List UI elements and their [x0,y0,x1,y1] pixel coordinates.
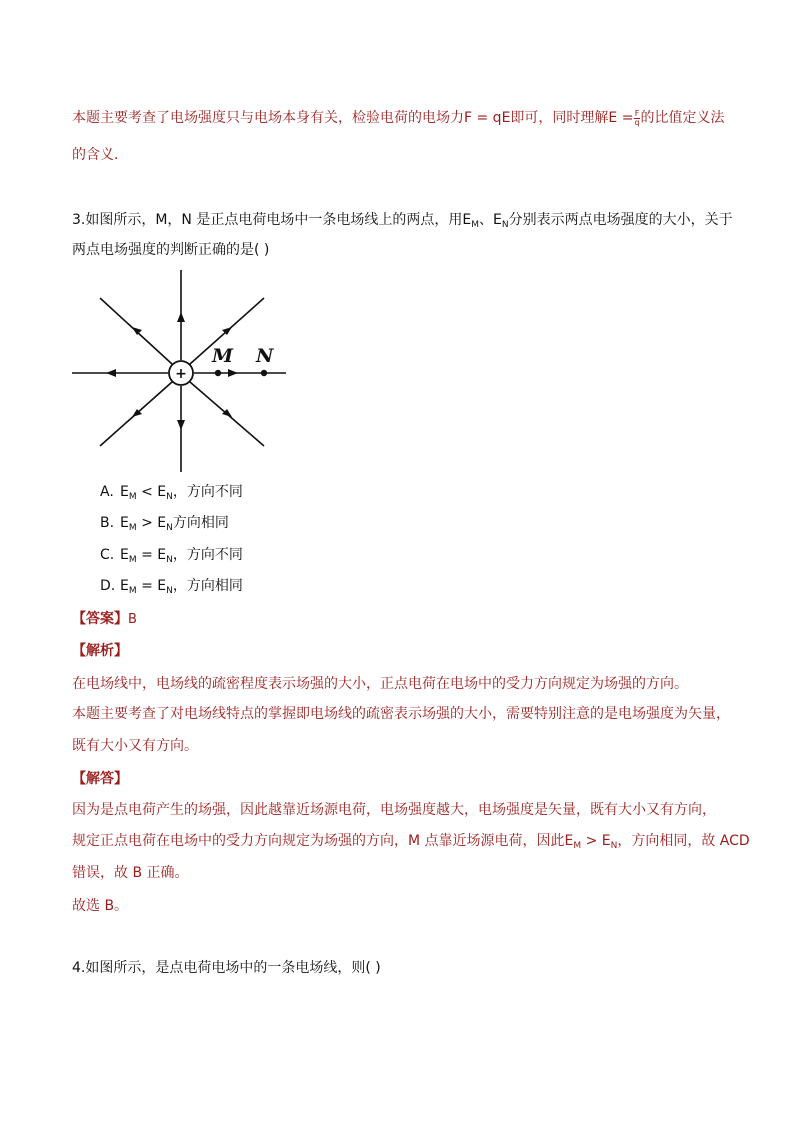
q3-stem-em: $E_M$ [462,212,479,230]
q3-stem-a: 3.如图所示，M，N 是正点电荷电场中一条电场线上的两点，用 [72,212,463,228]
analysis-line-3: 既有大小又有方向。 [72,738,198,754]
solution-tag: 【解答】 [72,771,128,787]
option-d[interactable]: D. $E_M = E_N$，方向相同 [100,578,243,596]
answer-value: B [128,612,137,627]
q3-stem-b: 分别表示两点电场强度的大小，关于 [508,212,733,228]
answer-tag: 【答案】 [72,611,128,627]
solution-line-2: 规定正点电荷在电场中的受力方向规定为场强的方向，M 点靠近场源电荷，因此$E_M > E_N$，方向相同，故 ACD [72,833,750,851]
intro-text-b: 的比值定义法 [640,110,725,126]
intro-line-2: 的含义． [72,147,128,163]
point-m [215,370,221,376]
solution-line-3: 错误，故 B 正确。 [72,865,189,881]
analysis-line-2: 本题主要考查了对电场线特点的掌握即电场线的疏密表示场强的大小，需要特别注意的是电场强度为矢量， [72,706,730,722]
field-lines-figure [70,268,292,474]
q4-stem: 4.如图所示，是点电荷电场中的一条电场线，则( ) [72,960,381,976]
charge-symbol: + [175,366,187,382]
fraction-numerator: F [634,108,640,118]
q3-stem-sep: 、 [478,212,493,228]
fraction-denominator: q [634,117,640,127]
label-n: N [256,345,274,367]
field-formula-fraction [634,110,639,127]
label-m: M [212,345,234,367]
point-n [261,370,267,376]
q3-stem-en: $E_N$ [492,212,509,230]
q3-stem-line-2: 两点电场强度的判断正确的是( ) [72,242,270,258]
analysis-tag: 【解析】 [72,643,128,659]
q3-stem-line-1 [72,210,733,235]
option-b[interactable]: B. $E_M > E_N$方向相同 [100,515,229,533]
answer-line [72,609,137,630]
solution-line-4: 故选 B。 [72,898,129,914]
solution-line-1: 因为是点电荷产生的场强，因此越靠近场源电荷，电场强度越大，电场强度是矢量，既有大小又有方向， [72,802,716,818]
option-a[interactable]: A. $E_M < E_N$，方向不同 [100,484,243,502]
analysis-line-1: 在电场线中，电场线的疏密程度表示场强的大小，正点电荷在电场中的受力方向规定为场强的方向。 [72,676,688,692]
intro-line-1 [72,108,725,128]
field-lines-diagram [70,268,292,474]
intro-text-a: 本题主要考查了电场强度只与电场本身有关，检验电荷的电场力F = qE即可，同时理解E = [72,110,634,126]
option-c[interactable]: C. $E_M = E_N$，方向不同 [100,547,243,565]
